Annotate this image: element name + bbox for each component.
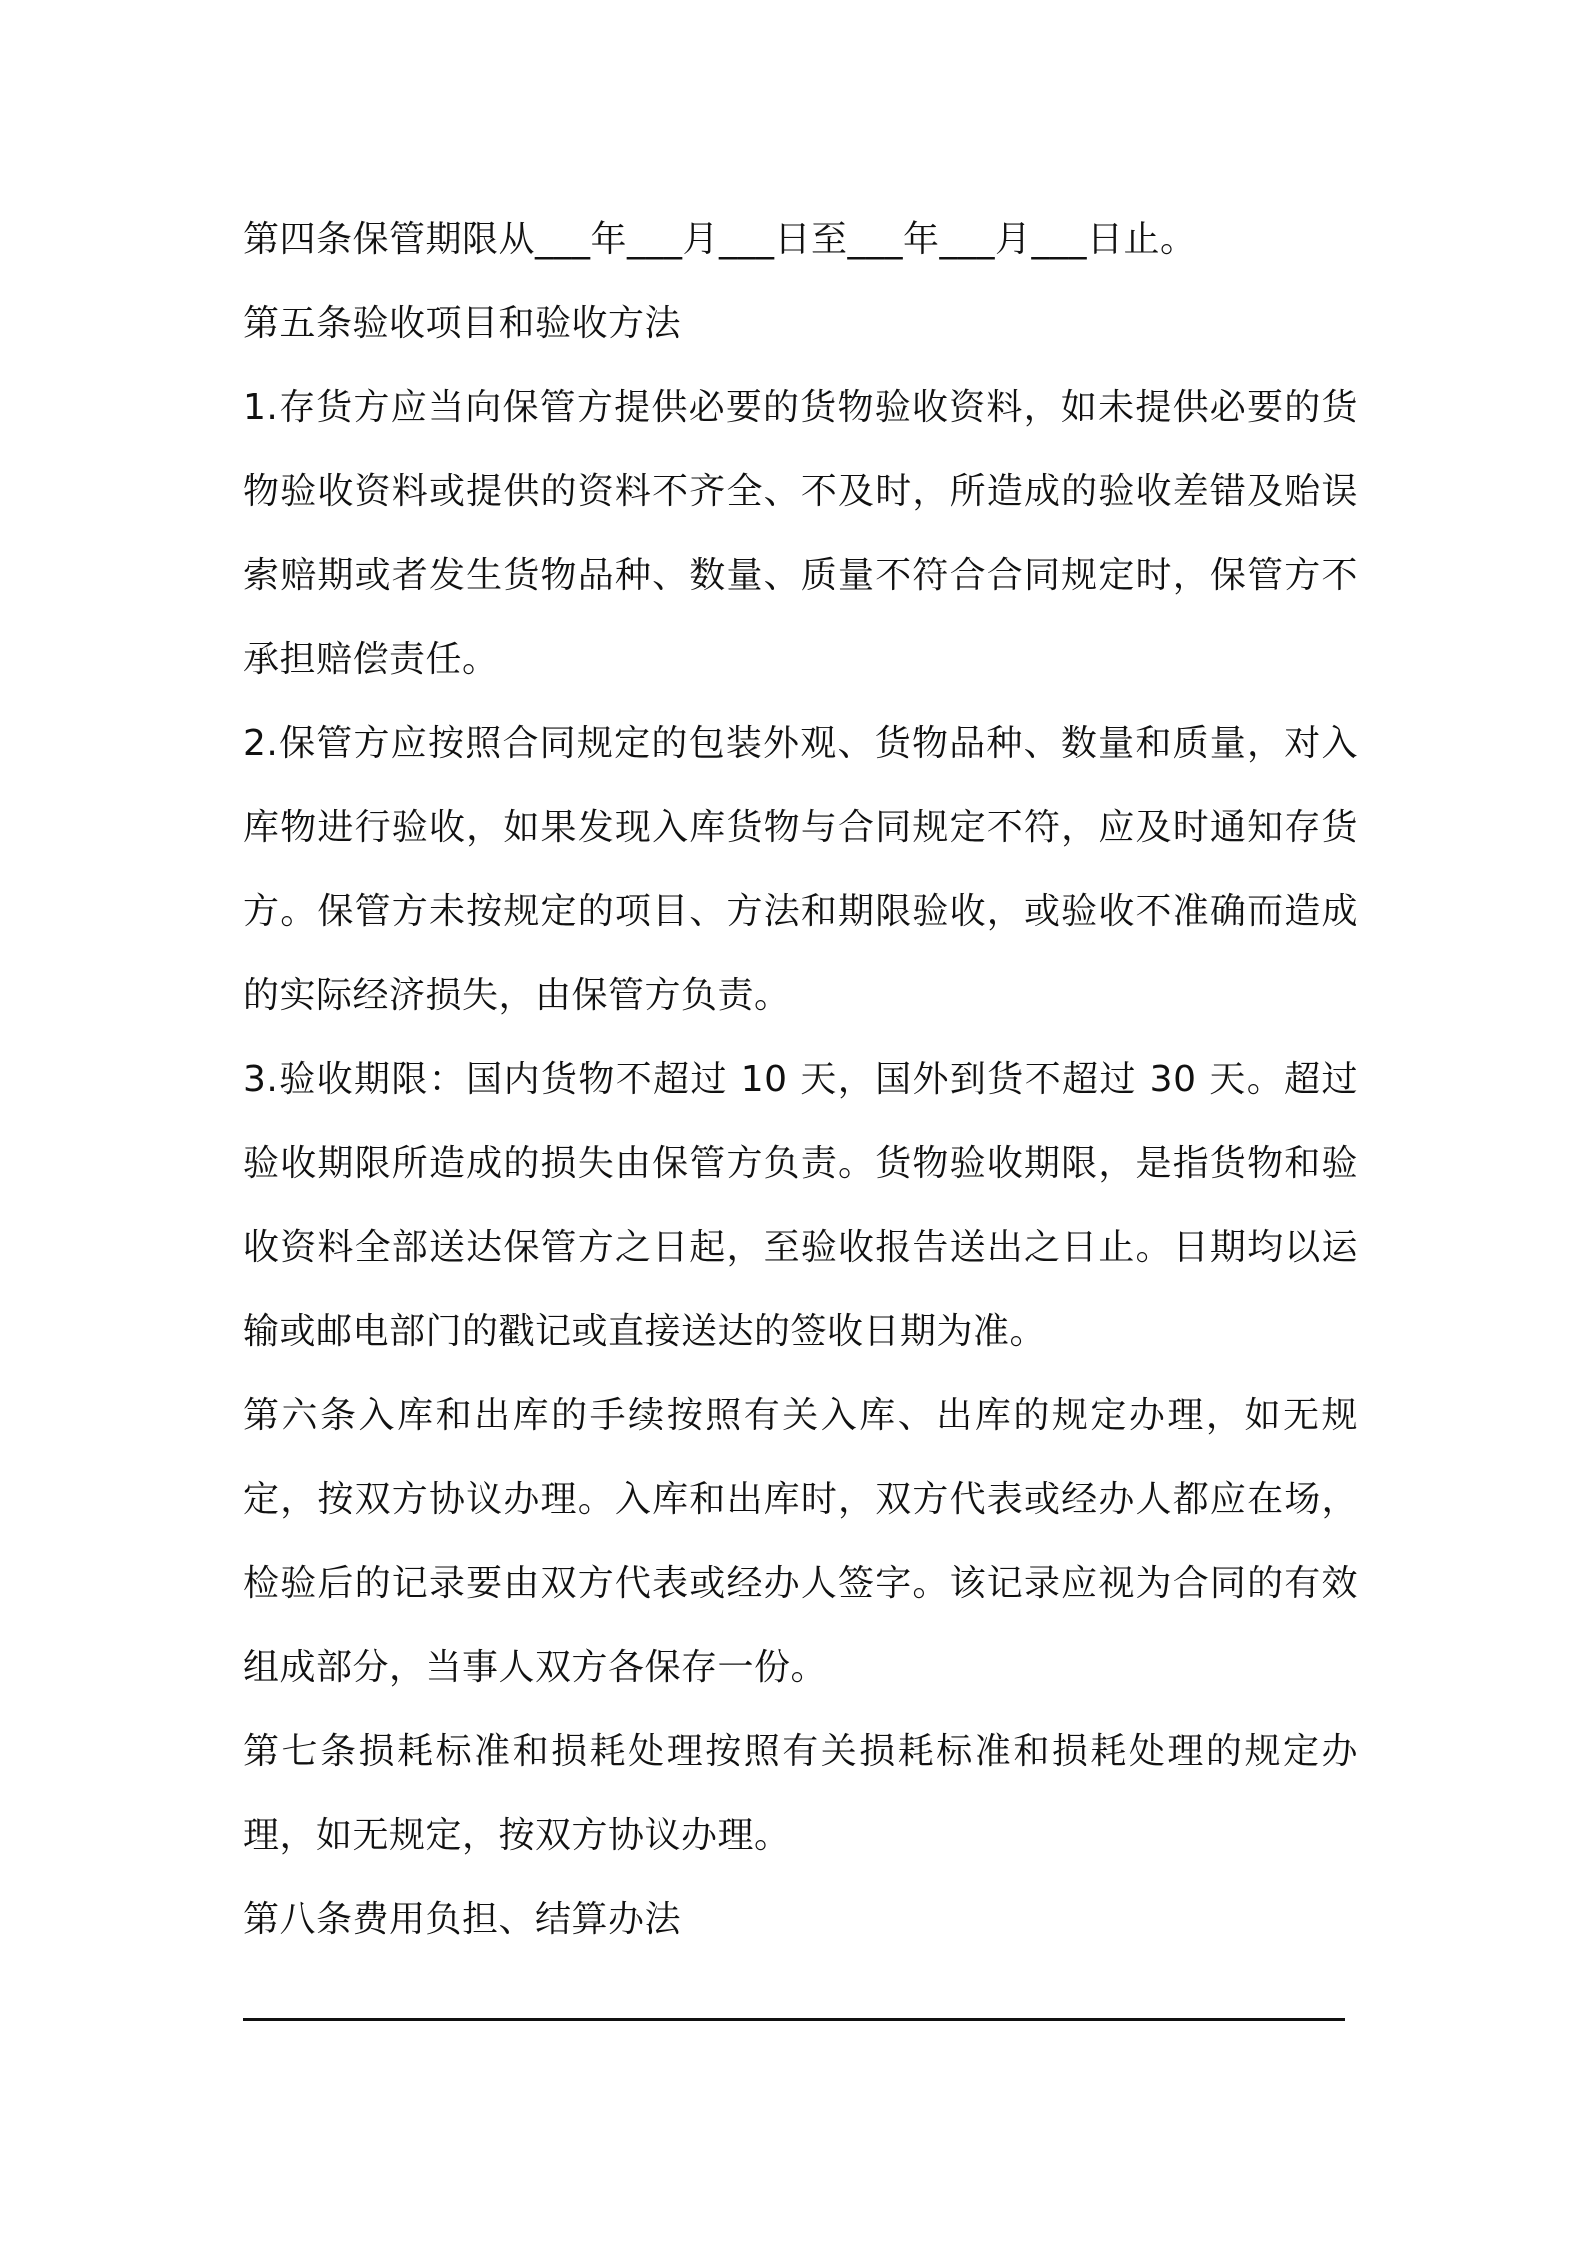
fill-in-blank-line [243,2018,1345,2021]
article-7: 第七条损耗标准和损耗处理按照有关损耗标准和损耗处理的规定办理，如无规定，按双方协议办理。 [243,1731,1358,1856]
article-5-clause-1: 1.存货方应当向保管方提供必要的货物验收资料，如未提供必要的货物验收资料或提供的资料不齐全、不及时，所造成的验收差错及贻误索赔期或者发生货物品种、数量、质量不符合合同规定时，保管方不承担赔偿责任。 [243,387,1358,680]
article-4-storage-period: 第四条保管期限从___年___月___日至___年___月___日止。 [243,219,1197,260]
article-5-clause-3: 3.验收期限：国内货物不超过 10 天，国外到货不超过 30 天。超过验收期限所造成的损失由保管方负责。货物验收期限，是指货物和验收资料全部送达保管方之日起，至验收报告送出之日止。日期均以运输或邮电部门的戳记或直接送达的签收日期为准。 [243,1059,1358,1352]
document-body [243,198,1358,1962]
article-6: 第六条入库和出库的手续按照有关入库、出库的规定办理，如无规定，按双方协议办理。入库和出库时，双方代表或经办人都应在场，检验后的记录要由双方代表或经办人签字。该记录应视为合同的有效组成部分，当事人双方各保存一份。 [243,1395,1358,1688]
article-5-heading: 第五条验收项目和验收方法 [243,303,682,344]
article-5-clause-2: 2.保管方应按照合同规定的包装外观、货物品种、数量和质量，对入库物进行验收，如果发现入库货物与合同规定不符，应及时通知存货方。保管方未按规定的项目、方法和期限验收，或验收不准确而造成的实际经济损失，由保管方负责。 [243,723,1358,1016]
article-8-heading: 第八条费用负担、结算办法 [243,1899,682,1940]
